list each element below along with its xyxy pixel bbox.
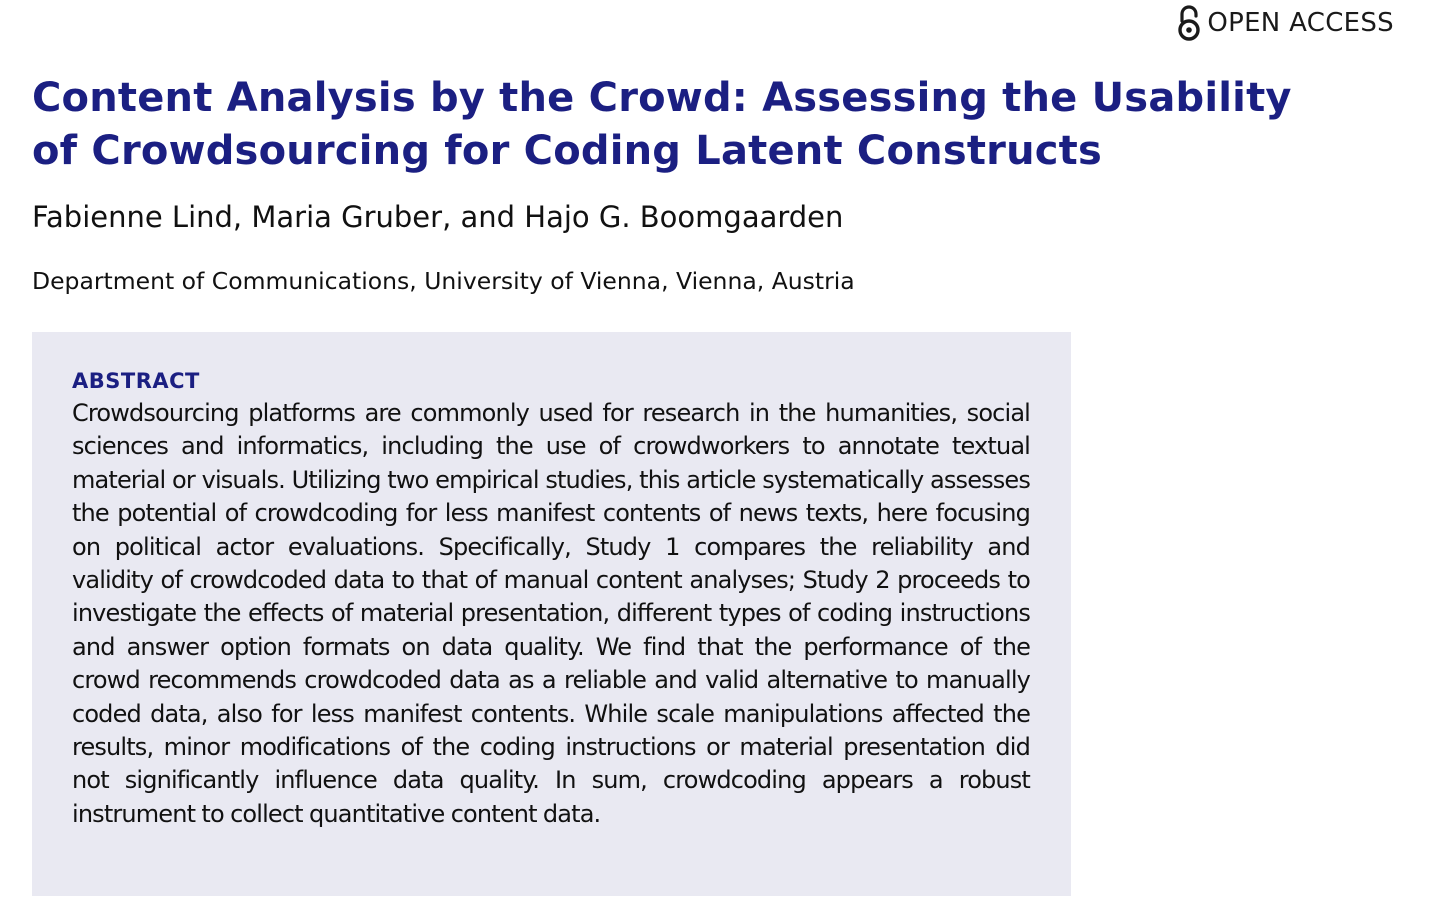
open-access-label: OPEN ACCESS [1207, 8, 1394, 38]
abstract-text: Crowdsourcing platforms are commonly used for research in the humanities, social sciences and informatics, including the use of crowdworkers to annotate textual material or visuals. Utilizing two empirical studies, this article systematically assesses the potential of crowdcoding for less manifest contents of news texts, here focusing on political actor evaluations. Specifically, Study 1 compares the reliability and validity of crowdcoded data to that of manual content analyses; Study 2 proceeds to investigate the effects of material presentation, different types of coding instructions and answer option formats on data quality. We find that the performance of the crowd recommends crowdcoded data as a reliable and valid alternative to manually coded data, also for less manifest contents. While scale manipulations affected the results, minor modifications of the coding instructions or material presentation did not significantly influence data quality. In sum, crowdcoding appears a robust instrument to collect quantitative content data. [72, 399, 1030, 828]
abstract-box [32, 332, 1071, 896]
author-list: Fabienne Lind, Maria Gruber, and Hajo G. Boomgaarden [32, 200, 844, 234]
author-affiliation: Department of Communications, University of Vienna, Vienna, Austria [32, 267, 855, 295]
open-access-lock-icon [1177, 4, 1201, 42]
article-title: Content Analysis by the Crowd: Assessing the Usability of Crowdsourcing for Coding Latent Constructs [32, 75, 1292, 174]
open-access-badge [1177, 4, 1394, 42]
abstract-heading: ABSTRACT [72, 369, 200, 393]
